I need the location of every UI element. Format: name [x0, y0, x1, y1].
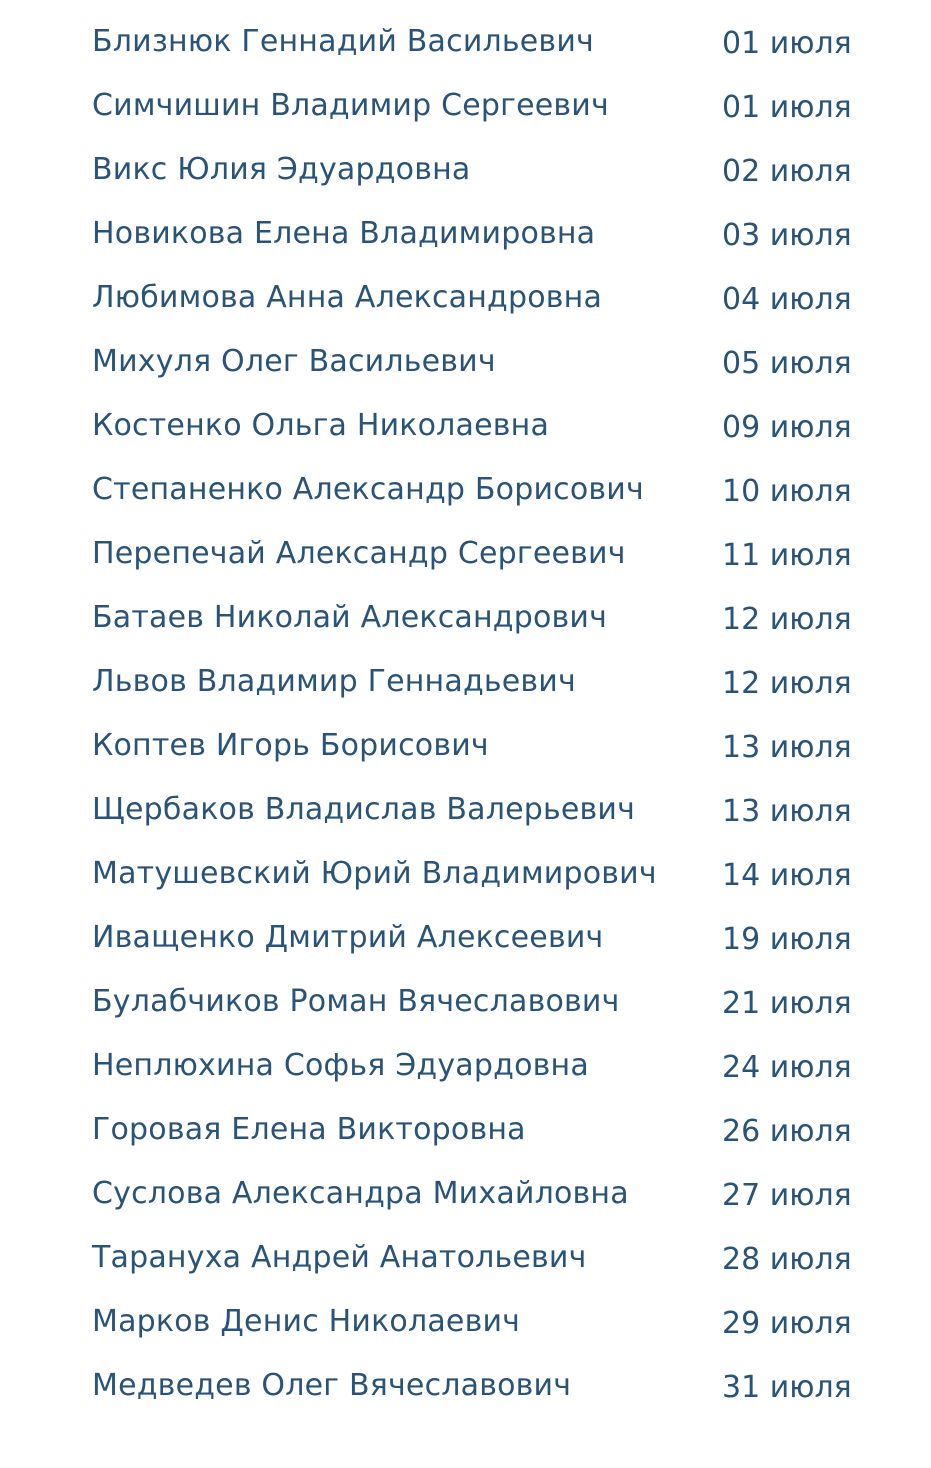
list-item — [0, 0, 931, 64]
birthday-date: 13 июля — [722, 794, 852, 829]
person-name: Иващенко Дмитрий Алексеевич — [92, 920, 604, 955]
list-item — [0, 320, 931, 384]
person-name: Щербаков Владислав Валерьевич — [92, 792, 636, 827]
list-item — [0, 448, 931, 512]
birthday-date: 26 июля — [722, 1114, 852, 1149]
person-name: Перепечай Александр Сергеевич — [92, 536, 626, 571]
birthday-date: 02 июля — [722, 154, 852, 189]
birthday-date: 11 июля — [722, 538, 852, 573]
birthday-date: 19 июля — [722, 922, 852, 957]
person-name: Марков Денис Николаевич — [92, 1304, 521, 1339]
person-name: Коптев Игорь Борисович — [92, 728, 489, 763]
person-name: Симчишин Владимир Сергеевич — [92, 88, 609, 123]
person-name: Горовая Елена Викторовна — [92, 1112, 526, 1147]
list-item — [0, 768, 931, 832]
person-name: Викс Юлия Эдуардовна — [92, 152, 471, 187]
list-item — [0, 256, 931, 320]
person-name: Неплюхина Софья Эдуардовна — [92, 1048, 589, 1083]
list-item — [0, 832, 931, 896]
birthday-date: 13 июля — [722, 730, 852, 765]
person-name: Близнюк Геннадий Васильевич — [92, 24, 594, 59]
birthday-date: 24 июля — [722, 1050, 852, 1085]
person-name: Михуля Олег Васильевич — [92, 344, 496, 379]
birthday-date: 03 июля — [722, 218, 852, 253]
list-item — [0, 384, 931, 448]
person-name: Новикова Елена Владимировна — [92, 216, 596, 251]
list-item — [0, 512, 931, 576]
birthday-date: 31 июля — [722, 1370, 852, 1405]
person-name: Степаненко Александр Борисович — [92, 472, 644, 507]
birthday-date: 14 июля — [722, 858, 852, 893]
list-item — [0, 1216, 931, 1280]
list-item — [0, 1088, 931, 1152]
list-item — [0, 1344, 931, 1408]
list-item — [0, 576, 931, 640]
person-name: Батаев Николай Александрович — [92, 600, 608, 635]
birthday-date: 09 июля — [722, 410, 852, 445]
birthday-date: 05 июля — [722, 346, 852, 381]
list-item — [0, 960, 931, 1024]
list-item — [0, 896, 931, 960]
person-name: Медведев Олег Вячеславович — [92, 1368, 572, 1403]
list-item — [0, 1152, 931, 1216]
birthday-date: 01 июля — [722, 26, 852, 61]
person-name: Матушевский Юрий Владимирович — [92, 856, 657, 891]
person-name: Костенко Ольга Николаевна — [92, 408, 550, 443]
birthday-date: 28 июля — [722, 1242, 852, 1277]
list-item — [0, 1280, 931, 1344]
list-item — [0, 64, 931, 128]
birthday-date: 01 июля — [722, 90, 852, 125]
list-item — [0, 192, 931, 256]
list-item — [0, 1024, 931, 1088]
birthday-date: 10 июля — [722, 474, 852, 509]
person-name: Булабчиков Роман Вячеславович — [92, 984, 620, 1019]
person-name: Любимова Анна Александровна — [92, 280, 603, 315]
list-item — [0, 128, 931, 192]
birthday-date: 12 июля — [722, 666, 852, 701]
person-name: Тарануха Андрей Анатольевич — [92, 1240, 587, 1275]
person-name: Суслова Александра Михайловна — [92, 1176, 629, 1211]
birthday-date: 21 июля — [722, 986, 852, 1021]
birthday-date: 04 июля — [722, 282, 852, 317]
birthday-date: 12 июля — [722, 602, 852, 637]
person-name: Львов Владимир Геннадьевич — [92, 664, 576, 699]
list-item — [0, 704, 931, 768]
list-item — [0, 640, 931, 704]
birthday-date: 29 июля — [722, 1306, 852, 1341]
birthday-date: 27 июля — [722, 1178, 852, 1213]
